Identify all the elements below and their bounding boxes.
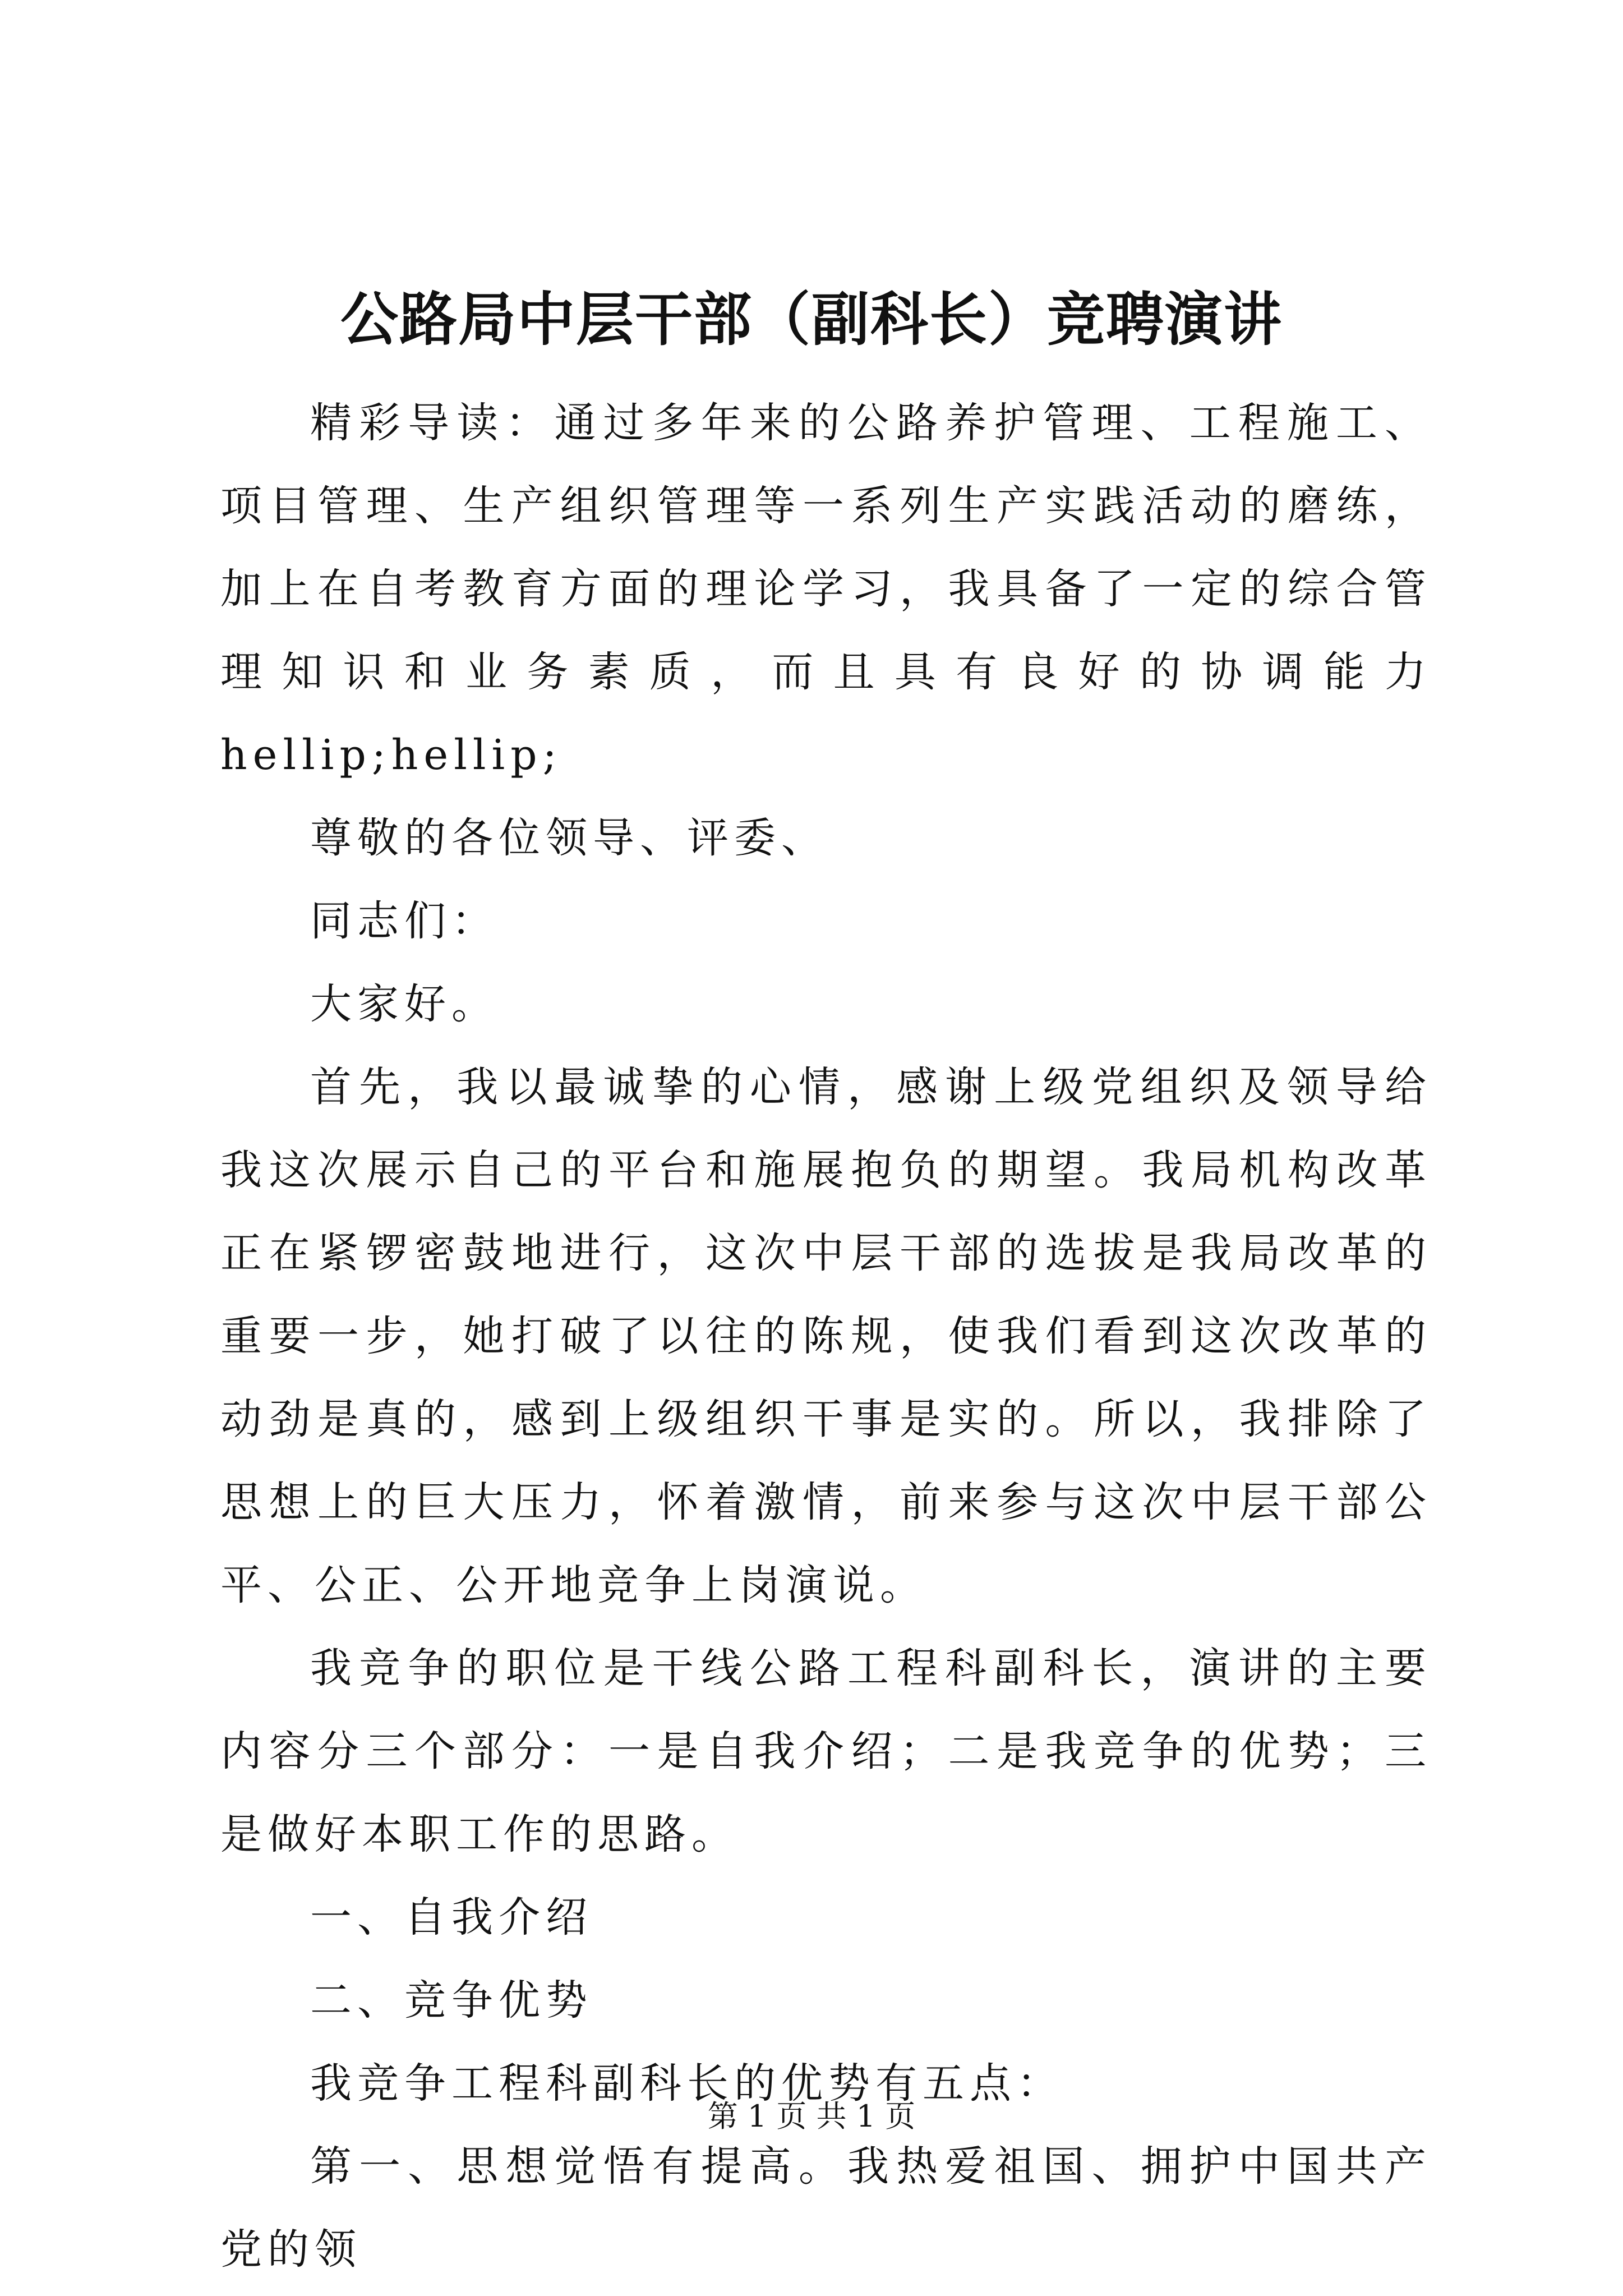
- salutation-line: 同志们：: [310, 897, 499, 945]
- salutation-line: 尊敬的各位领导、评委、: [310, 814, 828, 862]
- body-paragraph: 我竞争的职位是干线公路工程科副科长，演讲的主要内容分三个部分：一是自我介绍；二是我竞争的优势；三是做好本职工作的思路。: [220, 1644, 1432, 1858]
- page-title: 公路局中层干部（副科长）竞聘演讲: [340, 286, 1283, 353]
- section-heading: 二、竞争优势: [310, 1976, 593, 2024]
- section-heading: 一、自我介绍: [310, 1893, 593, 1941]
- body-paragraph: 我竞争工程科副科长的优势有五点：: [310, 2059, 1064, 2108]
- intro-paragraph: 精彩导读：通过多年来的公路养护管理、工程施工、项目管理、生产组织管理等一系列生产实践活动的磨练，加上在自考教育方面的理论学习，我具备了一定的综合管理知识和业务素质，而且具有良好的协调能力hellip;hellip;: [220, 399, 1432, 779]
- body-paragraph: 首先，我以最诚挚的心情，感谢上级党组织及领导给我这次展示自己的平台和施展抱负的期望。我局机构改革正在紧锣密鼓地进行，这次中层干部的选拔是我局改革的重要一步，她打破了以往的陈规，使我们看到这次改革的动劲是真的，感到上级组织干事是实的。所以，我排除了思想上的巨大压力，怀着激情，前来参与这次中层干部公平、公正、公开地竞争上岗演说。: [220, 1063, 1432, 1609]
- page-footer: 第 1 页 共 1 页: [707, 2099, 916, 2134]
- greeting-line: 大家好。: [310, 980, 499, 1028]
- body-paragraph: 第一、思想觉悟有提高。我热爱祖国、拥护中国共产党的领: [220, 2142, 1432, 2274]
- document-body: [220, 381, 1432, 2291]
